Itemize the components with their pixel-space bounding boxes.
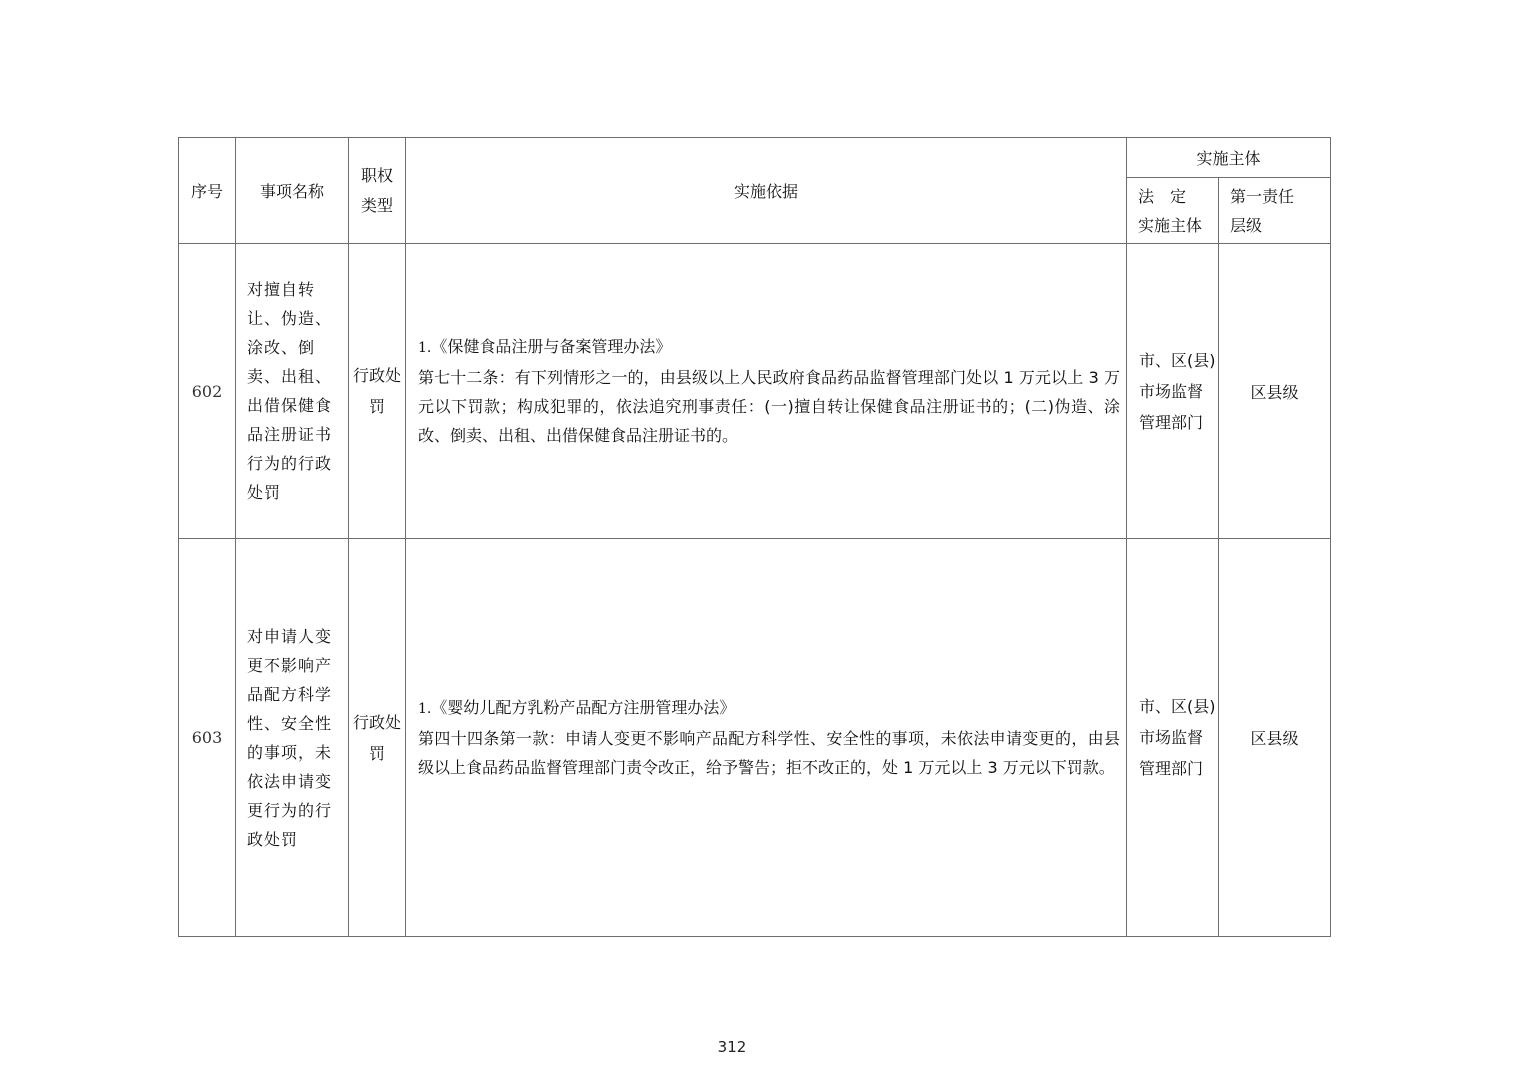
row-legal-subject: 市、区(县)市场监督管理部门	[1127, 244, 1219, 539]
header-power-type	[349, 138, 406, 244]
row-power-type: 行政处罚	[349, 244, 406, 539]
header-row-1	[179, 138, 1331, 178]
row-basis	[406, 244, 1127, 539]
row-basis-law	[418, 332, 1120, 363]
header-basis: 实施依据	[406, 138, 1127, 244]
row-basis-law-title: 《保健食品注册与备案管理办法》	[431, 337, 672, 356]
row-seq: 602	[179, 244, 236, 539]
header-responsibility-level-text: 第一责任 层级	[1230, 186, 1295, 235]
header-responsibility-level	[1219, 178, 1331, 244]
page-number: 312	[717, 1038, 747, 1056]
row-basis-text: 第四十四条第一款：申请人变更不影响产品配方科学性、安全性的事项，未依法申请变更的，由县级以上食品药品监督管理部门责令改正，给予警告；拒不改正的，处 1 万元以上 3 万元以下罚款。	[418, 729, 1120, 777]
row-seq: 603	[179, 539, 236, 937]
row-basis-text: 第七十二条：有下列情形之一的，由县级以上人民政府食品药品监督管理部门处以 1 万元以上 3 万元以下罚款；构成犯罪的，依法追究刑事责任：(一)擅自转让保健食品注册证书的；(二)伪造、涂改、倒卖、出租、出借保健食品注册证书的。	[418, 368, 1120, 445]
row-basis-law	[418, 693, 1120, 724]
row-power-type: 行政处罚	[349, 539, 406, 937]
header-power-type-text: 职权 类型	[360, 165, 393, 215]
row-responsibility-level: 区县级	[1219, 539, 1331, 937]
header-legal-subject	[1127, 178, 1219, 244]
row-legal-subject: 市、区(县)市场监督管理部门	[1127, 539, 1219, 937]
row-item-name: 对申请人变更不影响产品配方科学性、安全性的事项，未依法申请变更行为的行政处罚	[236, 539, 349, 937]
table-row	[179, 539, 1331, 937]
row-basis	[406, 539, 1127, 937]
table-row	[179, 244, 1331, 539]
row-basis-law-index: 1.	[418, 701, 432, 717]
authority-table	[178, 137, 1331, 937]
header-legal-subject-text: 法 定 实施主体	[1138, 186, 1203, 235]
row-basis-law-title: 《婴幼儿配方乳粉产品配方注册管理办法》	[431, 698, 736, 717]
header-subject-group: 实施主体	[1127, 138, 1331, 178]
row-responsibility-level: 区县级	[1219, 244, 1331, 539]
row-item-name: 对擅自转让、伪造、涂改、倒卖、出租、出借保健食品注册证书行为的行政处罚	[236, 244, 349, 539]
header-item-name: 事项名称	[236, 138, 349, 244]
row-basis-law-index: 1.	[418, 340, 432, 356]
header-seq: 序号	[179, 138, 236, 244]
